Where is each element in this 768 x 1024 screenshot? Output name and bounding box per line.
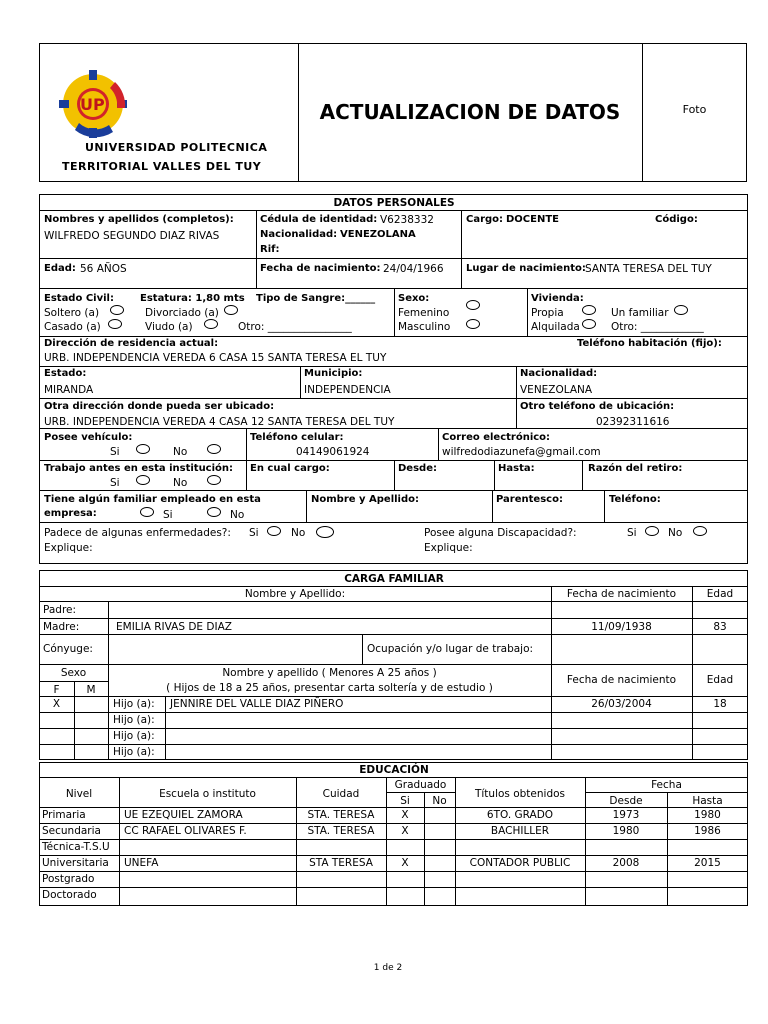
familiar-label-1: Tiene algún familiar empleado en esta bbox=[44, 494, 261, 505]
personal-data-title: DATOS PERSONALES bbox=[333, 197, 455, 209]
rule bbox=[438, 428, 439, 460]
enfermedades-no-radio[interactable] bbox=[316, 526, 334, 538]
nacionalidad-value: VENEZOLANA bbox=[340, 229, 416, 240]
edu-col-nivel: Nivel bbox=[65, 788, 93, 800]
casado-option: Casado (a) bbox=[44, 321, 101, 333]
rule bbox=[39, 823, 748, 824]
cedula-value: V6238332 bbox=[380, 214, 434, 226]
estado-value: MIRANDA bbox=[44, 384, 94, 396]
edu-col-escuela: Escuela o instituto bbox=[159, 788, 256, 800]
enfermedades-label: Padece de algunas enfermedades?: bbox=[44, 527, 231, 539]
nacionalidad-label: Nacionalidad: bbox=[260, 229, 338, 240]
soltero-option: Soltero (a) bbox=[44, 307, 100, 319]
masculino-option: Masculino bbox=[398, 321, 451, 333]
edu-col-graduado: Graduado bbox=[394, 779, 447, 791]
enfermedades-si: Si bbox=[249, 527, 259, 539]
madre-age: 83 bbox=[713, 621, 727, 633]
rule bbox=[256, 210, 257, 288]
edu-col-hasta: Hasta bbox=[692, 795, 723, 807]
edu-desde: 1980 bbox=[612, 825, 640, 837]
estatura-label: Estatura: 1,80 mts bbox=[140, 293, 245, 304]
nombre-apellido-label: Nombre y Apellido: bbox=[311, 494, 420, 505]
rule bbox=[386, 792, 455, 793]
vehiculo-label: Posee vehículo: bbox=[44, 432, 133, 443]
lugar-nac-label: Lugar de nacimiento: bbox=[466, 263, 586, 274]
edu-nivel: Técnica-T.S.U bbox=[42, 841, 110, 853]
edu-col-fecha: Fecha bbox=[651, 779, 682, 791]
edad-value: 56 AÑOS bbox=[80, 263, 127, 275]
celular-label: Teléfono celular: bbox=[250, 432, 344, 443]
edu-escuela: CC RAFAEL OLIVARES F. bbox=[124, 825, 247, 837]
alquilada-radio[interactable] bbox=[582, 319, 596, 329]
telefono-hab-label: Teléfono habitación (fijo): bbox=[577, 338, 722, 349]
rule bbox=[246, 460, 247, 490]
viudo-radio[interactable] bbox=[204, 319, 218, 329]
discapacidad-si-radio[interactable] bbox=[645, 526, 659, 536]
direccion-value: URB. INDEPENDENCIA VEREDA 6 CASA 15 SANTA TERESA EL TUY bbox=[44, 352, 387, 364]
rule bbox=[39, 366, 748, 367]
photo-placeholder-label: Foto bbox=[682, 103, 707, 116]
university-name-line1: UNIVERSIDAD POLITECNICA bbox=[85, 141, 268, 154]
edu-hasta: 1986 bbox=[694, 825, 721, 837]
enfermedades-no: No bbox=[291, 527, 306, 539]
otro-civil-option: Otro: ________________ bbox=[238, 321, 352, 333]
rule bbox=[39, 210, 748, 211]
viudo-option: Viudo (a) bbox=[145, 321, 193, 333]
family-col-name: Nombre y Apellido: bbox=[244, 588, 346, 600]
edu-desde: 2008 bbox=[612, 857, 640, 869]
edu-titulo: CONTADOR PUBLIC bbox=[469, 857, 571, 869]
child-label: Hijo (a): bbox=[113, 746, 155, 758]
edu-col-no: No bbox=[432, 795, 447, 807]
discapacidad-label: Posee alguna Discapacidad?: bbox=[424, 527, 577, 539]
rule bbox=[39, 664, 748, 665]
sexo-header: Sexo bbox=[60, 667, 87, 679]
rule bbox=[39, 744, 748, 745]
edu-escuela: UE EZEQUIEL ZAMORA bbox=[124, 809, 243, 821]
sexo-label: Sexo: bbox=[398, 293, 430, 304]
rule bbox=[306, 490, 307, 522]
femenino-radio[interactable] bbox=[466, 300, 480, 310]
enfermedades-si-radio[interactable] bbox=[267, 526, 281, 536]
municipio-value: INDEPENDENCIA bbox=[304, 384, 391, 396]
rule bbox=[39, 398, 748, 399]
trabajo-no: No bbox=[173, 477, 188, 489]
edu-ciudad: STA TERESA bbox=[309, 857, 373, 869]
vehiculo-si-radio[interactable] bbox=[136, 444, 150, 454]
edu-nivel: Doctorado bbox=[42, 889, 97, 901]
rule bbox=[394, 288, 395, 336]
trabajo-si: Si bbox=[110, 477, 120, 489]
rule bbox=[39, 712, 748, 713]
children-header-1: Nombre y apellido ( Menores A 25 años ) bbox=[222, 667, 437, 679]
rule bbox=[39, 428, 748, 429]
rule bbox=[582, 460, 583, 490]
edu-titulo: BACHILLER bbox=[490, 825, 550, 837]
madre-birth: 11/09/1938 bbox=[591, 621, 652, 633]
fecha-nac-value: 24/04/1966 bbox=[383, 263, 444, 275]
edad-label: Edad: bbox=[44, 263, 76, 274]
nacionalidad2-value: VENEZOLANA bbox=[520, 384, 593, 396]
child-birth: 26/03/2004 bbox=[591, 698, 652, 710]
nacionalidad2-label: Nacionalidad: bbox=[520, 368, 598, 379]
otra-dir-label: Otra dirección donde pueda ser ubicado: bbox=[44, 401, 275, 412]
family-col-age: Edad bbox=[706, 588, 734, 600]
rule bbox=[39, 634, 748, 635]
rule bbox=[394, 460, 395, 490]
rule bbox=[461, 210, 462, 288]
rule bbox=[246, 428, 247, 460]
edu-nivel: Primaria bbox=[42, 809, 86, 821]
page-number: 1 de 2 bbox=[373, 963, 403, 973]
discapacidad-no: No bbox=[668, 527, 683, 539]
conyuge-label: Cónyuge: bbox=[43, 643, 93, 655]
razon-label: Razón del retiro: bbox=[588, 463, 683, 474]
edu-hasta: 1980 bbox=[694, 809, 721, 821]
edu-col-titulos: Títulos obtenidos bbox=[474, 788, 566, 800]
otro-tel-value: 02392311616 bbox=[596, 416, 670, 428]
rule bbox=[300, 366, 301, 398]
rule bbox=[39, 887, 748, 888]
rule bbox=[494, 460, 495, 490]
cargo-value: DOCENTE bbox=[506, 214, 559, 225]
municipio-label: Municipio: bbox=[304, 368, 363, 379]
discapacidad-no-radio[interactable] bbox=[693, 526, 707, 536]
edu-ciudad: STA. TERESA bbox=[307, 825, 375, 837]
rule bbox=[362, 634, 363, 664]
explique-label-1: Explique: bbox=[44, 542, 93, 554]
otro-vivienda-option: Otro: ____________ bbox=[611, 321, 704, 333]
rule bbox=[39, 855, 748, 856]
rule bbox=[39, 696, 748, 697]
child-sex-f: X bbox=[52, 698, 61, 710]
un-familiar-radio[interactable] bbox=[674, 305, 688, 315]
cargo-label: Cargo: bbox=[466, 214, 504, 225]
propia-option: Propia bbox=[531, 307, 564, 319]
edu-si: X bbox=[401, 825, 409, 837]
madre-name: EMILIA RIVAS DE DIAZ bbox=[116, 621, 232, 633]
rif-label: Rif: bbox=[260, 244, 280, 255]
education-title: EDUCACIÓN bbox=[359, 764, 429, 776]
divorciado-radio[interactable] bbox=[224, 305, 238, 315]
propia-radio[interactable] bbox=[582, 305, 596, 315]
femenino-option: Femenino bbox=[398, 307, 450, 319]
names-value: WILFREDO SEGUNDO DIAZ RIVAS bbox=[44, 230, 220, 242]
hasta-label: Hasta: bbox=[498, 463, 535, 474]
family-col-birth: Fecha de nacimiento bbox=[566, 588, 677, 600]
direccion-label: Dirección de residencia actual: bbox=[44, 338, 219, 349]
rule bbox=[39, 777, 748, 778]
edu-col-ciudad: Cuidad bbox=[322, 788, 360, 800]
child-label: Hijo (a): bbox=[113, 698, 155, 710]
discapacidad-si: Si bbox=[627, 527, 637, 539]
rule bbox=[39, 586, 748, 587]
rule bbox=[39, 336, 748, 337]
document-title: ACTUALIZACION DE DATOS bbox=[319, 100, 621, 124]
casado-radio[interactable] bbox=[108, 319, 122, 329]
trabajo-label: Trabajo antes en esta institución: bbox=[44, 463, 234, 474]
trabajo-no-radio[interactable] bbox=[207, 475, 221, 485]
child-label: Hijo (a): bbox=[113, 714, 155, 726]
divorciado-option: Divorciado (a) bbox=[145, 307, 219, 319]
sex-f-header: F bbox=[53, 684, 60, 696]
edu-nivel: Secundaria bbox=[42, 825, 101, 837]
tipo-sangre-label: Tipo de Sangre:______ bbox=[256, 293, 376, 304]
edu-si: X bbox=[401, 809, 409, 821]
familiar-si: Si bbox=[163, 509, 173, 521]
rule bbox=[39, 807, 748, 808]
edu-desde: 1973 bbox=[612, 809, 640, 821]
otro-tel-label: Otro teléfono de ubicación: bbox=[520, 401, 675, 412]
estado-label: Estado: bbox=[44, 368, 87, 379]
familiar-si-radio[interactable] bbox=[140, 507, 154, 517]
familiar-no-radio[interactable] bbox=[207, 507, 221, 517]
child-age: 18 bbox=[713, 698, 727, 710]
trabajo-si-radio[interactable] bbox=[136, 475, 150, 485]
rule bbox=[516, 366, 517, 428]
correo-value: wilfredodiazunefa@gmail.com bbox=[442, 446, 601, 458]
vehiculo-si: Si bbox=[110, 446, 120, 458]
rule bbox=[585, 792, 748, 793]
padre-label: Padre: bbox=[43, 604, 77, 616]
otra-dir-value: URB. INDEPENDENCIA VEREDA 4 CASA 12 SANTA TERESA DEL TUY bbox=[44, 416, 395, 428]
rule bbox=[424, 792, 425, 906]
codigo-label: Código: bbox=[655, 214, 698, 225]
vivienda-label: Vivienda: bbox=[531, 293, 584, 304]
telefono-label: Teléfono: bbox=[609, 494, 661, 505]
edu-hasta: 2015 bbox=[694, 857, 721, 869]
rule bbox=[604, 490, 605, 522]
rule bbox=[39, 601, 748, 602]
child-label: Hijo (a): bbox=[113, 730, 155, 742]
rule bbox=[39, 618, 748, 619]
estado-civil-label: Estado Civil: bbox=[44, 293, 114, 304]
logo-text: UP bbox=[80, 95, 105, 114]
rule bbox=[39, 871, 748, 872]
child-name: JENNIRE DEL VALLE DIAZ PIÑERO bbox=[170, 698, 344, 710]
fecha-nac-label: Fecha de nacimiento: bbox=[260, 263, 381, 274]
edu-escuela: UNEFA bbox=[124, 857, 159, 869]
edu-col-si: Si bbox=[400, 795, 410, 807]
children-col-age: Edad bbox=[706, 674, 734, 686]
rule bbox=[39, 839, 748, 840]
rule bbox=[39, 522, 748, 523]
familiar-label-2: empresa: bbox=[44, 508, 97, 519]
family-title: CARGA FAMILIAR bbox=[344, 573, 444, 585]
vehiculo-no: No bbox=[173, 446, 188, 458]
lugar-nac-value: SANTA TERESA DEL TUY bbox=[585, 263, 712, 275]
soltero-radio[interactable] bbox=[110, 305, 124, 315]
edu-col-desde: Desde bbox=[609, 795, 643, 807]
correo-label: Correo electrónico: bbox=[442, 432, 551, 443]
cargo-cual-label: En cual cargo: bbox=[250, 463, 330, 474]
university-name-line2: TERRITORIAL VALLES DEL TUY bbox=[62, 160, 262, 173]
familiar-no: No bbox=[230, 509, 245, 521]
names-label: Nombres y apellidos (completos): bbox=[44, 214, 234, 225]
edu-si: X bbox=[401, 857, 409, 869]
edu-nivel: Postgrado bbox=[42, 873, 95, 885]
edu-ciudad: STA. TERESA bbox=[307, 809, 375, 821]
edu-nivel: Universitaria bbox=[42, 857, 109, 869]
rule bbox=[492, 490, 493, 522]
rule bbox=[39, 258, 748, 259]
rule bbox=[39, 728, 748, 729]
parentesco-label: Parentesco: bbox=[496, 494, 563, 505]
children-col-birth: Fecha de nacimiento bbox=[566, 674, 677, 686]
children-header-2: ( Hijos de 18 a 25 años, presentar carta soltería y de estudio ) bbox=[166, 682, 493, 694]
rule bbox=[108, 601, 109, 664]
cedula-label: Cédula de identidad: bbox=[260, 214, 378, 225]
explique-label-2: Explique: bbox=[424, 542, 473, 554]
rule bbox=[39, 490, 748, 491]
madre-label: Madre: bbox=[43, 621, 80, 633]
celular-value: 04149061924 bbox=[296, 446, 370, 458]
rule bbox=[527, 288, 528, 336]
sex-m-header: M bbox=[86, 684, 96, 696]
edu-titulo: 6TO. GRADO bbox=[486, 809, 554, 821]
ocupacion-label: Ocupación y/o lugar de trabajo: bbox=[367, 643, 534, 655]
masculino-radio[interactable] bbox=[466, 319, 480, 329]
desde-label: Desde: bbox=[398, 463, 437, 474]
un-familiar-option: Un familiar bbox=[611, 307, 669, 319]
alquilada-option: Alquilada bbox=[531, 321, 580, 333]
vehiculo-no-radio[interactable] bbox=[207, 444, 221, 454]
